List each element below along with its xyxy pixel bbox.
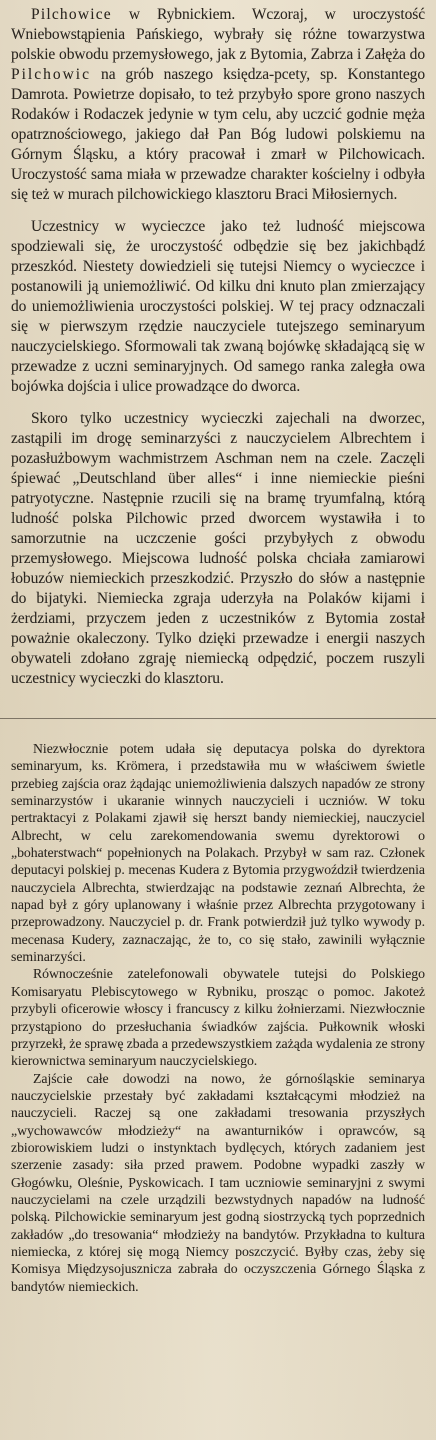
spaced-town-name: Pilchowic	[11, 66, 91, 83]
section-divider	[0, 718, 436, 720]
article-paragraph-5: Równocześnie zatelefonowali obywatele tutejsi do Polskiego Komisaryatu Plebiscytowego w Rybniku, prosząc o pomoc. Jakoteż przybyli oficerowie włoscy i francuscy z kilku żołnierzami. Niezwłocznie przystąpiono do przesłuchania świadków zajścia. Pułkownik włoski przyrzekł, że sprawę zbada a przedewszystkiem zażąda wydalenia ze strony kierownictwa seminaryum nauczycielskiego.	[11, 966, 425, 1069]
paragraph-gap	[11, 397, 425, 409]
article-paragraph-4: Niezwłocznie potem udała się deputacya polska do dyrektora seminaryum, ks. Krömera, i przedstawiła mu w właściwem świetle przebieg zajścia oraz żądając uniemożliwienia dalszych napadów ze strony seminarzystów i ukaranie winnych nauczycieli i uczniów. W toku pertraktacyi z Polakami zjawił się herszt bandy niemieckiej, nauczyciel Albrecht, w celu zarekomendowania swemu dyrektorowi o „bohaterstwach“ popełnionych na Polakach. Przybył w sam raz. Członek deputacyi polskiej p. mecenas Kudera z Bytomia przygwoździł twierdzenia nauczyciela Albrechta, stwierdzając na podstawie zeznań Albrechta, że napad był z góry uplanowany i właśnie przez Albrechta przygotowany i przeprowadzony. Nauczyciel p. dr. Frank potwierdził już tylko wywody p. mecenasa Kudery, zaznaczając, że to, co się stało, zawinili wyłącznie seminarzyści.	[11, 741, 425, 965]
article-paragraph-6: Zajście całe dowodzi na nowo, że górnośląskie seminarya nauczycielskie przestały być zakładami kształcącymi młodzież na nauczycieli. Raczej są one zakładami tresowania przyszłych „wychowawców młodzieży“ na awanturników i oprawców, są zbiorowiskiem ludzi o instynktach bydlęcych, których zadaniem jest szerzenie zasady: siła przed prawem. Podobne wypadki zaszły w Głogówku, Oleśnie, Pyskowicach. I tam uczniowie seminaryjni z swymi nauczycielami na czele urządzili bezwstydnych napadów na ludność polską. Pilchowickie seminaryum jest godną siostrzycką tych poprzednich zakładów „do tresowania“ młodzieży na bandytów. Przykładna to kultura niemiecka, z której się mogą Niemcy poszczycić. Byłby czas, żeby się Komisya Międzysojusznicza zabrała do oczyszczenia Górnego Śląska z bandytów niemieckich.	[11, 1070, 425, 1294]
paragraph-1-text-part-1: w Rybnickiem. Wczoraj, w uroczystość Wniebowstąpienia Pańskiego, wybrały się różne towarzystwa polskie obwodu przemysłowego, jak z Bytomia, Zabrza i Załęża do	[11, 6, 425, 63]
lead-town-name: Pilchowice	[31, 6, 112, 23]
paragraph-gap	[11, 205, 425, 217]
article-paragraph-3: Skoro tylko uczestnicy wycieczki zajechali na dworzec, zastąpili im drogę seminarzyści z nauczycielem Albrechtem i pozasłużbowym wachmistrzem Aschman nem na czele. Zaczęli śpiewać „Deutschland über alles“ i inne niemieckie pieśni patryotyczne. Następnie rzucili się na bramę tryumfalną, którą ludność polska Pilchowic przed dworcem wystawiła i to samorzutnie na uczczenie gości przybyłych z obwodu przemysłowego. Miejscowa ludność polska chciała zamiarowi łobuzów niemieckich przeszkodzić. Przyszło do słów a następnie do bijatyki. Niemiecka zgraja uderzyła na Polaków kijami i żerdziami, przyczem jeden z uczestników z Bytomia został poważnie okaleczony. Tylko dzięki przewadze i energii naszych obywateli zdołano zgraję niemiecką odpędzić, poczem ruszyli uczestnicy wycieczki do klasztoru.	[11, 410, 425, 687]
article-top-section	[11, 5, 425, 689]
article-paragraph-1	[11, 5, 425, 205]
article-bottom-section	[11, 740, 425, 1295]
paragraph-1-text-part-2: na grób naszego księdza-pcety, sp. Konstantego Damrota. Powietrze dopisało, to też przybyło spore grono naszych Rodaków i Rodaczek jedynie w tym celu, aby uczcić godnie męża opatrznościowego, jakiego dał Pan Bóg ludowi polskiemu na Górnym Śląsku, a który pracował i zmarł w Pilchowicach. Uroczystość sama miała w przewadze charakter kościelny i odbyła się też w murach pilchowickiego klasztoru Braci Miłosiernych.	[11, 66, 425, 203]
article-paragraph-2: Uczestnicy w wycieczce jako też ludność miejscowa spodziewali się, że uroczystość odbędzie się bez jakichbądź przeszkód. Niestety dowiedzieli się tutejsi Niemcy o wycieczce i postanowili ją uniemożliwić. Od kilku dni knuto plan zmierzający do uniemożliwienia uroczystości polskiej. W tej pracy odznaczali się w pierwszym rzędzie nauczyciele tutejszego seminaryum nauczycielskiego. Sformowali tak zwaną bojówkę składającą się w przewadze z uczni seminaryjnych. Od samego ranka zaległa owa bojówka dojścia i ulice prowadzące do dworca.	[11, 218, 425, 395]
